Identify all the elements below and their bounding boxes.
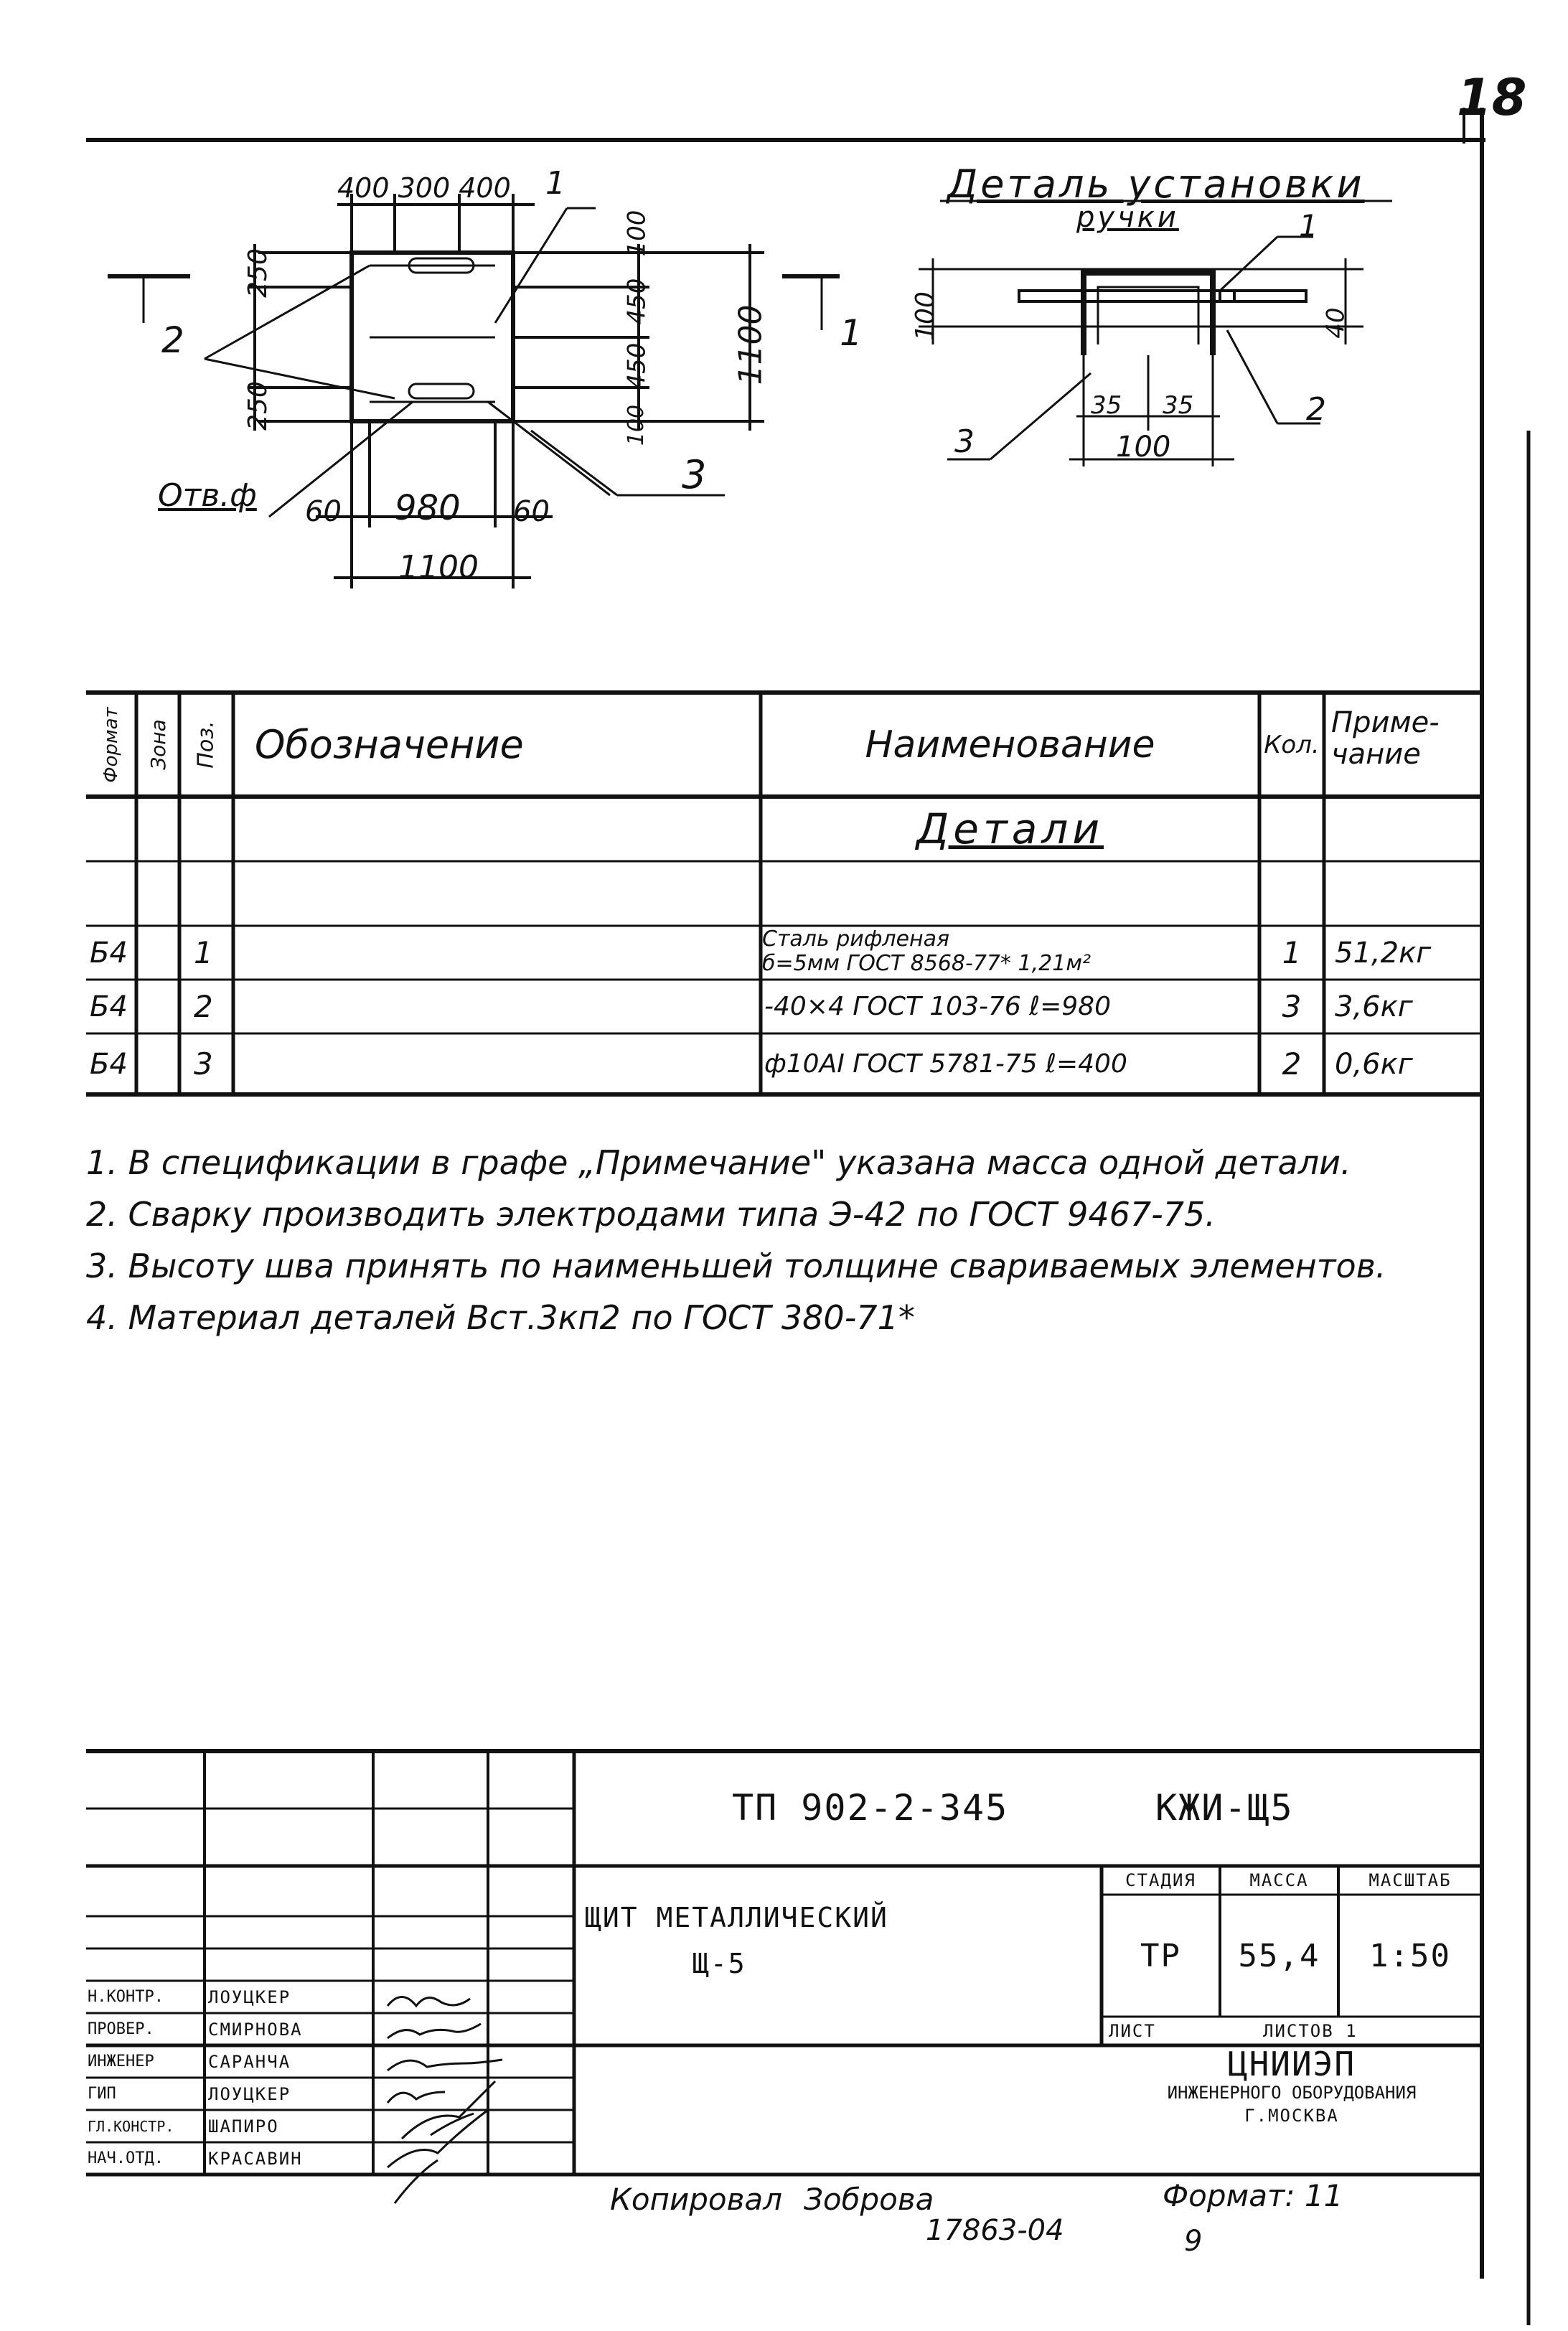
note-2: 2. Сварку производить электродами типа Э-42 по ГОСТ 9467-75. bbox=[86, 1195, 1216, 1234]
notes bbox=[86, 1141, 1478, 1339]
role-2: ПРОВЕР. bbox=[88, 2020, 154, 2038]
dim-100-a: 100 bbox=[622, 210, 652, 257]
stage-value: ТР bbox=[1140, 1937, 1181, 1974]
header-note bbox=[1331, 707, 1440, 770]
detail-pos-3: 3 bbox=[954, 423, 975, 460]
dim-250-top: 250 bbox=[243, 248, 273, 298]
scale-value: 1:50 bbox=[1369, 1937, 1451, 1974]
footer-copier: Зоброва bbox=[804, 2182, 934, 2217]
header-note-l2: чание bbox=[1331, 738, 1421, 771]
detail-dim-100-h: 100 bbox=[1116, 431, 1171, 464]
row-3-note: 0,6кг bbox=[1335, 1047, 1413, 1081]
dim-450-a: 450 bbox=[622, 278, 652, 325]
scale-label: МАСШТАБ bbox=[1369, 1870, 1452, 1890]
detail-dim-100-v: 100 bbox=[910, 291, 940, 341]
name-4: ЛОУЦКЕР bbox=[208, 2083, 291, 2104]
row-2-name: -40×4 ГОСТ 103-76 ℓ=980 bbox=[764, 992, 1111, 1021]
org-name: ЦНИИЭП bbox=[1227, 2045, 1356, 2083]
header-format: Формат bbox=[100, 706, 122, 783]
row-3-format: Б4 bbox=[90, 1047, 128, 1081]
row-2-pos: 2 bbox=[194, 989, 213, 1024]
detail-title-2: ручки bbox=[1076, 201, 1179, 234]
sheet-number: 18 bbox=[1457, 68, 1527, 127]
row-1-name-l1: Сталь рифленая bbox=[762, 927, 950, 952]
org-city: Г.МОСКВА bbox=[1244, 2106, 1339, 2126]
dim-450-b: 450 bbox=[622, 342, 652, 390]
footer-page: 9 bbox=[1184, 2225, 1203, 2258]
row-1-note: 51,2кг bbox=[1335, 936, 1432, 970]
role-5: ГЛ.КОНСТР. bbox=[88, 2117, 174, 2135]
row-3-pos: 3 bbox=[194, 1046, 213, 1082]
signatures bbox=[388, 1997, 502, 2204]
dim-1100-h: 1100 bbox=[398, 549, 479, 586]
name-2: СМИРНОВА bbox=[208, 2019, 303, 2040]
section-title: Детали bbox=[916, 805, 1104, 853]
drawing-title-l2: Щ-5 bbox=[693, 1948, 746, 1979]
row-1-pos: 1 bbox=[194, 935, 213, 970]
dim-60-left: 60 bbox=[305, 495, 342, 528]
note-3: 3. Высоту шва принять по наименьшей толщине свариваемых элементов. bbox=[86, 1247, 1386, 1285]
mass-label: МАССА bbox=[1249, 1870, 1309, 1890]
dim-250-bottom: 250 bbox=[243, 381, 273, 431]
detail-dim-35-b: 35 bbox=[1163, 391, 1194, 420]
note-1: 1. В спецификации в графе „Примечание" указана масса одной детали. bbox=[86, 1143, 1351, 1182]
footer-copied: Копировал bbox=[610, 2182, 782, 2217]
row-1-format: Б4 bbox=[90, 936, 128, 970]
row-1-name bbox=[762, 927, 1091, 976]
role-3: ИНЖЕНЕР bbox=[88, 2053, 154, 2070]
row-2-note: 3,6кг bbox=[1335, 990, 1413, 1023]
footer-number: 17863-04 bbox=[926, 2214, 1064, 2247]
hole-label: Отв.ф bbox=[158, 477, 257, 514]
stage-label: СТАДИЯ bbox=[1125, 1870, 1196, 1890]
dim-100-b: 100 bbox=[624, 404, 649, 446]
row-3-name: ф10АI ГОСТ 5781-75 ℓ=400 bbox=[764, 1049, 1127, 1079]
row-2-qty: 3 bbox=[1282, 989, 1302, 1024]
row-1-qty: 1 bbox=[1282, 935, 1302, 970]
detail-title: Деталь установки bbox=[947, 161, 1365, 207]
footer-format: Формат: 11 bbox=[1163, 2178, 1343, 2213]
note-4: 4. Материал деталей Вст.3кп2 по ГОСТ 380-71* bbox=[86, 1298, 915, 1337]
header-pos: Поз. bbox=[194, 721, 219, 769]
row-3-qty: 2 bbox=[1282, 1046, 1302, 1082]
detail-pos-2: 2 bbox=[1306, 391, 1326, 428]
row-2-format: Б4 bbox=[90, 990, 128, 1023]
name-1: ЛОУЦКЕР bbox=[208, 1987, 291, 2007]
row-1-name-l2: б=5мм ГОСТ 8568-77* 1,21м² bbox=[762, 951, 1091, 976]
pos-3-label: 3 bbox=[682, 452, 707, 497]
section-mark-right: 1 bbox=[840, 312, 863, 354]
header-note-l1: Приме- bbox=[1331, 706, 1440, 739]
dim-1100-v: 1100 bbox=[732, 304, 769, 385]
name-5: ШАПИРО bbox=[208, 2116, 279, 2137]
org-dept: ИНЖЕНЕРНОГО ОБОРУДОВАНИЯ bbox=[1167, 2083, 1417, 2103]
header-zone: Зона bbox=[146, 719, 170, 770]
project-code: ТП 902-2-345 bbox=[732, 1787, 1009, 1829]
sheet-label: ЛИСТ bbox=[1109, 2021, 1156, 2041]
drawing-title-l1: ЩИТ МЕТАЛЛИЧЕСКИЙ bbox=[585, 1902, 888, 1933]
sheets-label: ЛИСТОВ 1 bbox=[1263, 2021, 1358, 2041]
detail-dim-40: 40 bbox=[1321, 307, 1351, 339]
detail-pos-1: 1 bbox=[1299, 208, 1318, 243]
detail-dim-35-a: 35 bbox=[1091, 391, 1122, 420]
dim-980: 980 bbox=[395, 488, 461, 528]
header-name: Наименование bbox=[865, 723, 1155, 766]
role-6: НАЧ.ОТД. bbox=[88, 2149, 164, 2167]
header-qty: Кол. bbox=[1264, 730, 1320, 759]
pos-1-label: 1 bbox=[545, 165, 565, 202]
name-6: КРАСАВИН bbox=[208, 2148, 303, 2169]
header-designation: Обозначение bbox=[255, 722, 524, 767]
name-3: САРАНЧА bbox=[208, 2051, 291, 2072]
mass-value: 55,4 bbox=[1238, 1937, 1320, 1974]
organization bbox=[1102, 2047, 1482, 2127]
role-4: ГИП bbox=[88, 2085, 116, 2103]
drawing-title bbox=[585, 1895, 888, 1987]
role-1: Н.КОНТР. bbox=[88, 1988, 164, 2006]
section-mark-left: 2 bbox=[161, 319, 184, 361]
dim-60-right: 60 bbox=[513, 495, 550, 528]
doc-code: КЖИ-Щ5 bbox=[1155, 1787, 1294, 1829]
dims-top: 400 300 400 bbox=[337, 172, 511, 204]
